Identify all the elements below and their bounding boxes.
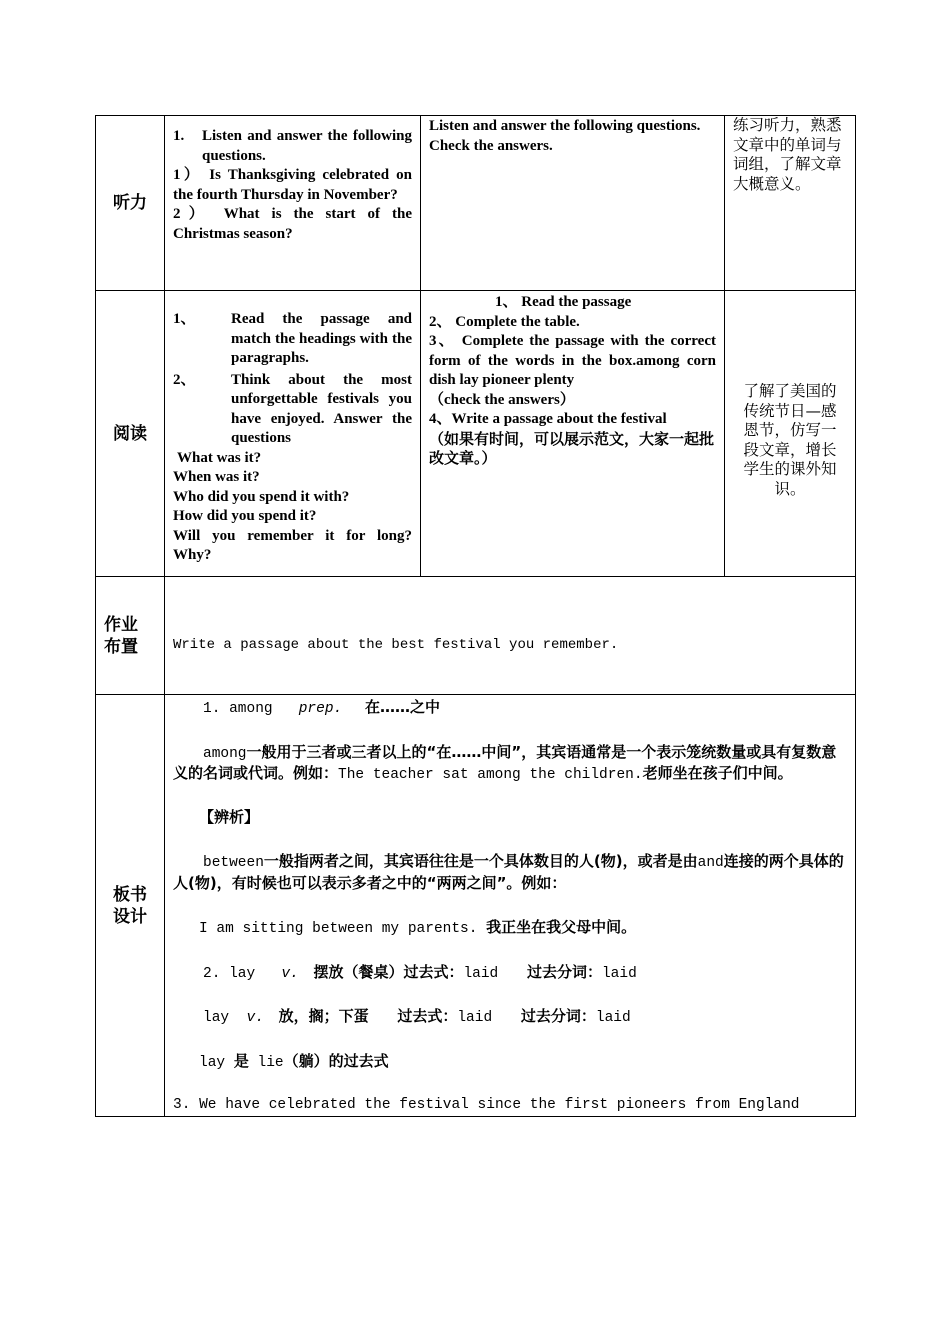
reading-student-2: 2、 Complete the table. [429, 313, 580, 330]
reading-question-3: How did you spend it? [173, 508, 317, 524]
board-line-lay-1: 2. lay v. 摆放（餐桌）过去式：laid 过去分词：laid [203, 962, 637, 982]
reading-purpose: 了解了美国的传统节日—感恩节，仿写一段文章，增长学生的课外知识。 [725, 291, 856, 577]
board-example-between: I am sitting between my parents. 我正坐在我父母中间。 [199, 918, 637, 937]
reading-item-1: Read the passage and match the headings with the paragraphs. [231, 311, 412, 366]
listening-activity [165, 116, 421, 291]
reading-question-4: Will you remember it for long? Why? [173, 527, 412, 563]
reading-student [421, 291, 725, 577]
reading-question-0: What was it? [177, 449, 262, 466]
reading-student-1: 1、 Read the passage [495, 294, 632, 310]
board-line-lay-3: lay 是 lie（躺）的过去式 [199, 1051, 389, 1071]
listening-student [421, 116, 725, 291]
reading-question-2: Who did you spend it with? [173, 488, 350, 505]
lesson-plan-table [95, 115, 856, 1117]
board-line-3: 3. We have celebrated the festival since the first pioneers from England [173, 1097, 800, 1113]
listening-student-line1: Listen and answer the following questions. [429, 118, 701, 134]
reading-item-2-num: 2、 [173, 371, 196, 388]
board-line-1: 1. among prep. 在……之中 [203, 698, 440, 717]
listening-title-num: 1. [173, 128, 185, 144]
board-line-lay-2: lay v. 放，搁；下蛋 过去式：laid 过去分词：laid [203, 1007, 631, 1026]
listening-title: Listen and answer the following questions. [202, 128, 412, 164]
reading-item-1-num: 1、 [173, 311, 196, 327]
listening-row [96, 116, 856, 291]
listening-purpose: 练习听力，熟悉文章中的单词与词组，了解文章大概意义。 [725, 116, 856, 291]
homework-text: Write a passage about the best festival you remember. [173, 636, 619, 653]
listening-student-line2: Check the answers. [429, 137, 553, 154]
board-paragraph-between: between一般指两者之间，其宾语往往是一个具体数目的人(物)，或者是由and连接的两个具体的人(物)，有时候也可以表示多者之中的“两两之间”。例如： [173, 852, 844, 892]
listening-label: 听力 [96, 116, 165, 291]
homework-label: 作业 布置 [96, 577, 165, 695]
board-design-cell [165, 695, 856, 1117]
reading-item-2: Think about the most unforgettable festivals you have enjoyed. Answer the questions [231, 371, 412, 446]
board-paragraph-among: among一般用于三者或三者以上的“在……中间”，其宾语通常是一个表示笼统数量或具有复数意义的名词或代词。例如：The teacher sat among the children.老师坐在孩子们中间。 [173, 742, 837, 783]
board-analysis-heading: 【辨析】 [199, 807, 260, 826]
listening-question-1: 1） Is Thanksgiving celebrated on the fourth Thursday in November? [173, 167, 412, 203]
reading-question-1: When was it? [173, 469, 260, 485]
reading-student-3: 3、 Complete the passage with the correct form of the words in the box.among corn dish lay pioneer plenty [429, 333, 716, 388]
reading-student-4: 4、Write a passage about the festival [429, 411, 667, 427]
reading-student-3b: （check the answers） [429, 391, 575, 408]
listening-question-2: 2） What is the start of the Christmas season? [173, 206, 412, 242]
board-label: 板书 设计 [96, 695, 165, 1117]
reading-student-5: （如果有时间，可以展示范文，大家一起批改文章。） [429, 429, 715, 467]
reading-row [96, 291, 856, 577]
homework-row [96, 577, 856, 695]
homework-text-cell [165, 577, 856, 695]
reading-activity [165, 291, 421, 577]
board-row [96, 695, 856, 1117]
reading-label: 阅读 [96, 291, 165, 577]
